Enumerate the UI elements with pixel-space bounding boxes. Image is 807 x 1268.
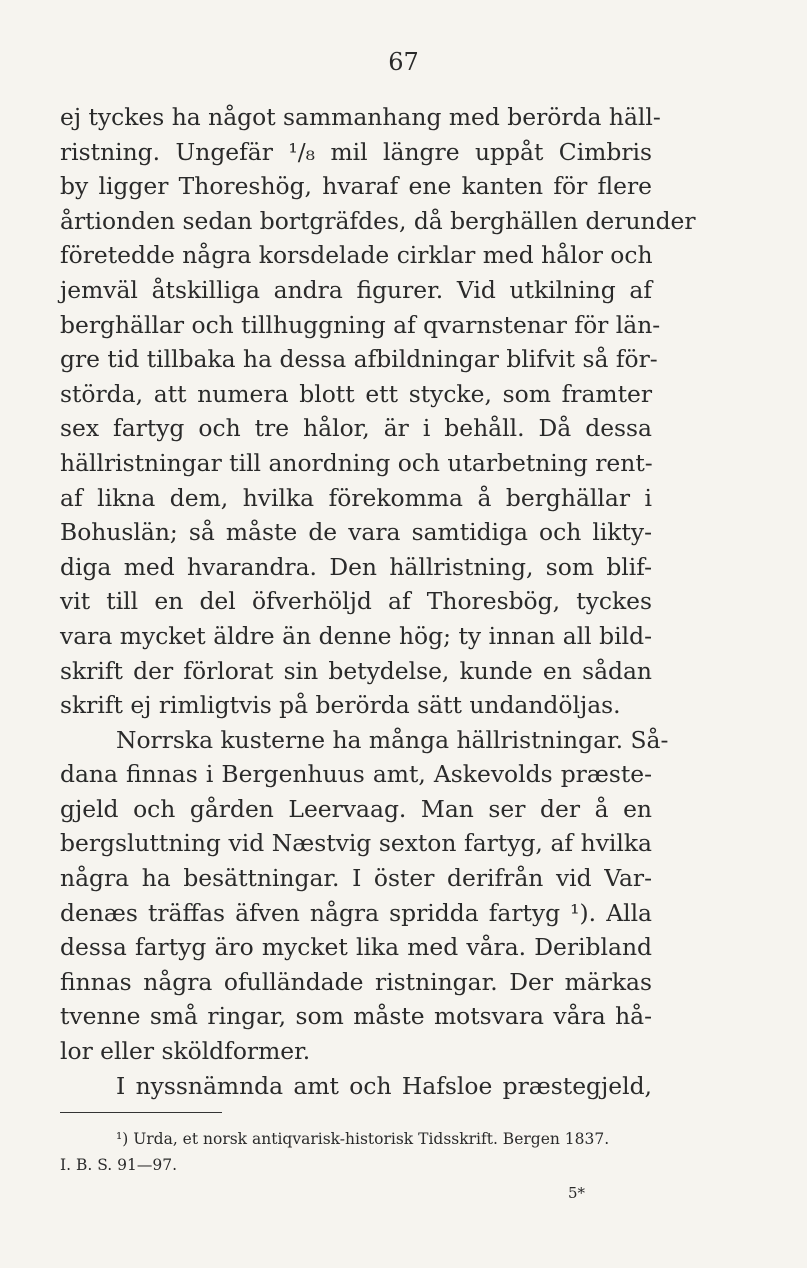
text-line: ristning. Ungefär ¹/₈ mil längre uppåt Cimbris bbox=[60, 137, 652, 166]
text-line: finnas några ofulländade ristningar. Der märkas bbox=[60, 967, 652, 996]
text-line: störda, att numera blott ett stycke, som framter bbox=[60, 379, 652, 408]
text-line: några ha besättningar. I öster derifrån vid Var- bbox=[60, 864, 652, 893]
text-line: ej tyckes ha något sammanhang med berörda häll- bbox=[60, 103, 661, 131]
body-text bbox=[60, 100, 696, 1103]
text-line: tvenne små ringar, som måste motsvara våra hå- bbox=[60, 1002, 652, 1031]
signature-mark: 5* bbox=[568, 1184, 586, 1202]
footnote bbox=[60, 1126, 652, 1178]
text-line: vara mycket äldre än denne hög; ty innan all bild- bbox=[60, 621, 652, 650]
text-line: årtionden sedan bortgräfdes, då berghällen derunder bbox=[60, 206, 696, 235]
text-line: dana finnas i Bergenhuus amt, Askevolds præste- bbox=[60, 760, 652, 789]
text-line: I nyssnämnda amt och Hafsloe præstegjeld, bbox=[116, 1071, 652, 1100]
footnote-line: I. B. S. 91—97. bbox=[60, 1156, 178, 1174]
text-line: skrift ej rimligtvis på berörda sätt undandöljas. bbox=[60, 691, 621, 720]
text-line: lor eller sköldformer. bbox=[60, 1037, 311, 1066]
footnote-divider bbox=[60, 1112, 222, 1113]
text-line: berghällar och tillhuggning af qvarnstenar för län- bbox=[60, 310, 661, 339]
text-line: dessa fartyg äro mycket lika med våra. Deribland bbox=[60, 933, 652, 962]
text-line: företedde några korsdelade cirklar med hålor och bbox=[60, 241, 653, 270]
text-line: gre tid tillbaka ha dessa afbildningar blifvit så för- bbox=[60, 345, 658, 374]
text-line: Norrska kusterne ha många hällristningar. Så- bbox=[116, 725, 669, 754]
text-line: vit till en del öfverhöljd af Thoresbög, tyckes bbox=[60, 587, 652, 616]
text-line: diga med hvarandra. Den hällristning, som blif- bbox=[60, 552, 652, 581]
text-line: gjeld och gården Leervaag. Man ser der å en bbox=[60, 794, 652, 823]
footnote-line: ¹) Urda, et norsk antiqvarisk-historisk Tidsskrift. Bergen 1837. bbox=[116, 1130, 610, 1148]
text-line: sex fartyg och tre hålor, är i behåll. Då dessa bbox=[60, 414, 652, 443]
text-line: by ligger Thoreshög, hvaraf ene kanten för flere bbox=[60, 172, 652, 201]
page-number: 67 bbox=[388, 48, 419, 76]
text-line: bergsluttning vid Næstvig sexton fartyg, af hvilka bbox=[60, 829, 652, 858]
text-line: Bohuslän; så måste de vara samtidiga och likty- bbox=[60, 518, 652, 547]
text-line: hällristningar till anordning och utarbetning rent- bbox=[60, 448, 653, 477]
text-line: jemväl åtskilliga andra figurer. Vid utkilning af bbox=[60, 275, 652, 304]
text-line: skrift der förlorat sin betydelse, kunde en sådan bbox=[60, 656, 652, 685]
text-line: denæs träffas äfven några spridda fartyg ¹). Alla bbox=[60, 898, 652, 927]
text-line: af likna dem, hvilka förekomma å berghällar i bbox=[60, 483, 652, 512]
